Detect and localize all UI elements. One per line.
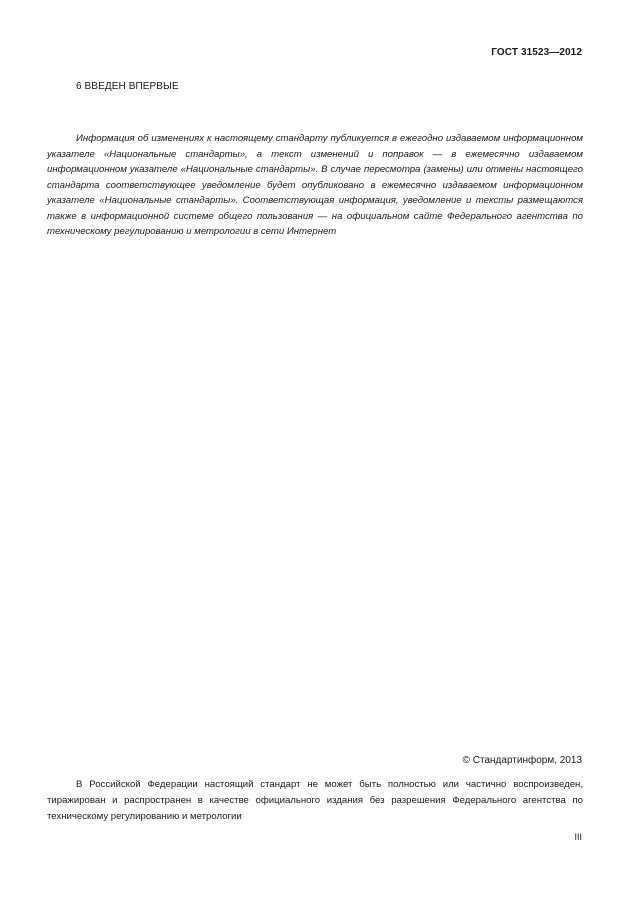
amendments-info-paragraph: Информация об изменениях к настоящему стандарту публикуется в ежегодно издаваемом информационном указателе «Национальные стандарты», а текст изменений и поправок — в ежемесячно издаваемом информационном указателе «Национальные стандарты». В случае пересмотра (замены) или отмены настоящего стандарта соответствующее уведомление будет опубликовано в ежемесячно издаваемом информационном указателе «Национальные стандарты». Соответствующая информация, уведомление и тексты размещаются также в информационной системе общего пользования — на официальном сайте Федерального агентства по техническому регулированию и метрологии в сети Интернет <box>47 133 583 237</box>
page-number: III <box>574 832 582 842</box>
copyright-notice: © Стандартинформ, 2013 <box>462 755 582 766</box>
document-id-header: ГОСТ 31523—2012 <box>491 47 582 58</box>
section-6-heading: 6 ВВЕДЕН ВПЕРВЫЕ <box>76 81 179 92</box>
reproduction-notice-paragraph: В Российской Федерации настоящий стандарт не может быть полностью или частично воспроизведен, тиражирован и распространен в качестве официального издания без разрешения Федерального агентства по техническому регулированию и метрологии <box>47 779 583 822</box>
